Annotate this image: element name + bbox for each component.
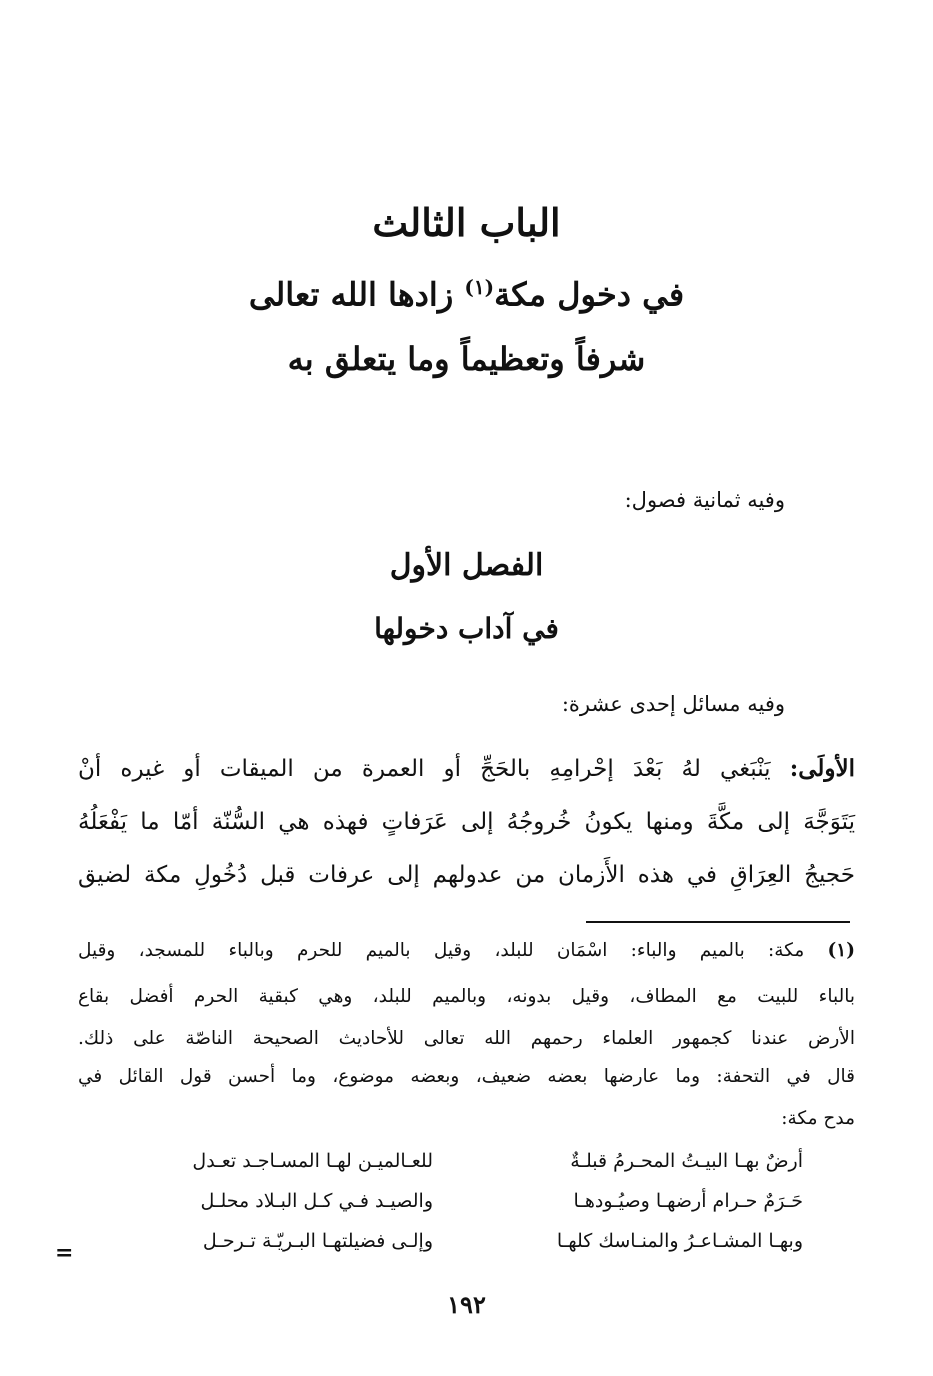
chapter-subtitle-line1 (0, 275, 933, 314)
chapter-title: الباب الثالث (372, 200, 561, 245)
issue-label: الأولَى: (789, 755, 855, 782)
footnote-line-1 (78, 942, 855, 961)
body-line-2: يَتَوَجَّهَ إلى مكَّةَ ومنها يكونُ خُروجُهُ إلى عَرَفاتٍ فهذه هي السُّنّة أمّا ما يَفْعَلُهُ (78, 809, 855, 835)
page-number: ١٩٢ (447, 1290, 486, 1319)
section-title: الفصل الأول (389, 548, 544, 583)
verse-2-first-hemistich: حَـرَمٌ حـرام أرضهـا وصيُـودهـا (573, 1190, 803, 1212)
footnote-reference: (١) (464, 275, 495, 299)
verse-3-second-hemistich: وإلـى فضيلتهـا البـريّـة تـرحـل (202, 1230, 433, 1252)
continuation-mark: = (55, 1240, 74, 1266)
footnote-separator (586, 921, 850, 923)
verse-3-first-hemistich: وبهـا المشـاعـرُ والمنـاسك كلهـا (556, 1230, 803, 1252)
body-line-3: حَجيجُ العِرَاقِ في هذه الأَزمان من عدولهم إلى عرفات قبل دُخُولِ مكة لضيق (78, 862, 855, 888)
body-line-1 (78, 757, 855, 781)
body-line-1-text: يَنْبَغي لهُ بَعْدَ إحْرامِهِ بالحَجِّ أو العمرة من الميقات أو غيره أنْ (78, 756, 790, 782)
footnote-line-2: بالباء للبيت مع المطاف، وقيل بدونه، وبالميم للبلد، وهي كبقية الحرم أفضل بقاع (78, 986, 855, 1007)
chapter-intro: وفيه ثمانية فصول: (624, 488, 785, 512)
verse-1-first-hemistich: أرضٌ بهـا البيـتُ المحـرمُ قبلـةٌ (570, 1150, 803, 1172)
footnote-line-1-text: مكة: بالميم والباء: اسْمَان للبلد، وقيل بالميم للحرم وبالباء للمسجد، وقيل (78, 940, 828, 961)
verse-2-second-hemistich: والصيـد فـي كـل البـلاد محلـل (200, 1190, 433, 1212)
footnote-line-3: الأرض عندنا كجمهور العلماء رحمهم الله تعالى للأحاديث الصحيحة الناصّة على ذلك. (78, 1028, 855, 1049)
verse-1-second-hemistich: للعـالميـن لهـا المسـاجـد تعـدل (192, 1150, 433, 1172)
footnote-line-5: مدح مكة: (781, 1108, 855, 1129)
section-intro: وفيه مسائل إحدى عشرة: (561, 692, 785, 716)
chapter-subtitle-text: في دخول مكة (494, 275, 685, 314)
footnote-number: (١) (827, 940, 855, 961)
chapter-subtitle-text-cont: زادها الله تعالى (248, 275, 465, 314)
chapter-subtitle-line2: شرفاً وتعظيماً وما يتعلق به (287, 340, 646, 378)
footnote-line-4: قال في التحفة: وما عارضها بعضه ضعيف، وبعضه موضوع، وما أحسن قول القائل في (78, 1066, 855, 1087)
section-subtitle: في آداب دخولها (374, 612, 559, 645)
